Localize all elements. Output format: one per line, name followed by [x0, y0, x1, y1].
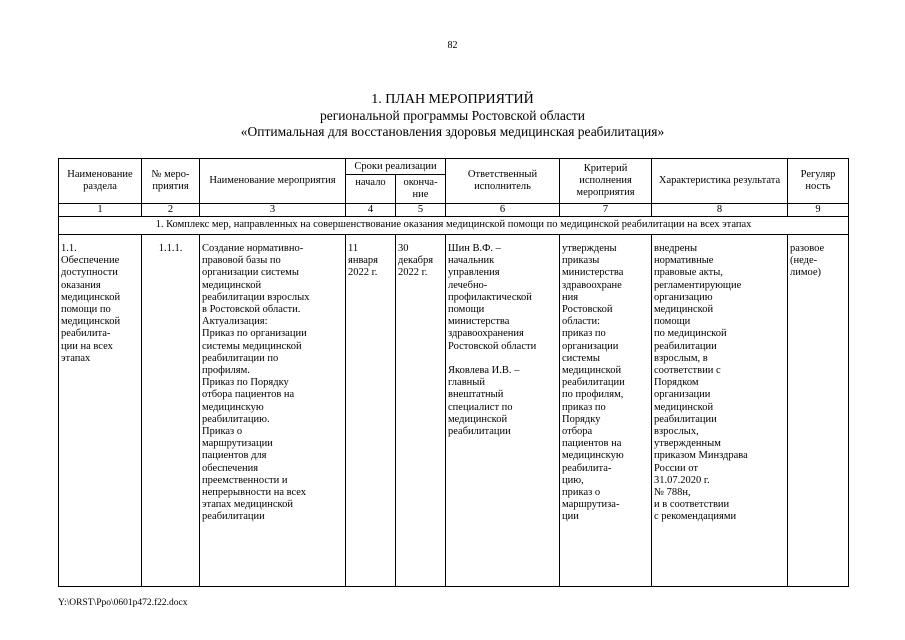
cell-line: реабилита- [61, 328, 111, 340]
cell-line: министерства [448, 316, 510, 328]
cell-responsible [446, 242, 560, 587]
cell-line: медицинской [61, 291, 121, 303]
cell-line: профилактической [448, 291, 532, 303]
header-measure-no: № меро-приятия [142, 159, 200, 204]
cell-line: (неде- [790, 255, 818, 267]
cell-line: утверждены [562, 243, 617, 255]
cell-line: отбора [562, 426, 593, 438]
table-row [59, 242, 849, 587]
cell-line: внештатный [448, 389, 504, 401]
cell-line: медицинскую [202, 401, 264, 413]
cell-line: приказ по [562, 328, 606, 340]
cell-line: системы медицинской [202, 340, 302, 352]
cell-line: здравоохране [562, 279, 622, 291]
cell-line: утвержденным [654, 438, 721, 450]
cell-line: лимое) [790, 267, 822, 279]
cell-line: преемственности и [202, 474, 288, 486]
cell-line: главный [448, 377, 485, 389]
cell-line: нормативные [654, 255, 714, 267]
column-number: 1 [59, 203, 142, 216]
cell-line: 1.1. [61, 243, 77, 255]
cell-line: медицинской [654, 401, 714, 413]
cell-line: оказания [61, 279, 101, 291]
cell-line: помощи по [61, 304, 111, 316]
cell-line: здравоохранения [448, 328, 524, 340]
cell-line: приказы [562, 255, 600, 267]
cell-line: Порядком [654, 377, 699, 389]
cell-line: области: [562, 316, 601, 328]
cell-line: Актуализация: [202, 316, 268, 328]
column-number: 5 [396, 203, 446, 216]
cell-line: организации [562, 340, 619, 352]
cell-line: системы [562, 352, 600, 364]
title-line-1: 1. ПЛАН МЕРОПРИЯТИЙ [371, 92, 534, 107]
cell-line: внедрены [654, 243, 698, 255]
cell-line: лечебно- [448, 279, 488, 291]
page-number: 82 [447, 40, 458, 51]
cell-line: 30 [398, 243, 409, 255]
cell-line: и в соответствии [654, 499, 730, 511]
cell-line: непрерывности на всех [202, 487, 307, 499]
cell-line: регламентирующие [654, 279, 742, 291]
cell-line: медицинскую [562, 450, 624, 462]
cell-line: реабилитации взрослых [202, 291, 310, 303]
cell-line: реабилитации [448, 426, 511, 438]
cell-line: управления [448, 267, 500, 279]
cell-line: приказ по [562, 401, 606, 413]
cell-line: профилям. [202, 365, 250, 377]
cell-line: министерства [562, 267, 624, 279]
cell-line: Приказ по организации [202, 328, 307, 340]
header-section-name: Наименование раздела [59, 159, 142, 204]
cell-line: января [348, 255, 379, 267]
cell-section [59, 242, 142, 587]
cell-line: взрослых, [654, 426, 699, 438]
cell-line: отбора пациентов на [202, 389, 295, 401]
cell-line: № 788н, [654, 487, 691, 499]
cell-result [652, 242, 788, 587]
cell-line: этапах медицинской [202, 499, 293, 511]
column-number: 3 [200, 203, 346, 216]
cell-line: России от [654, 462, 698, 474]
cell-line: соответствии с [654, 365, 721, 377]
cell-line: Приказ по Порядку [202, 377, 289, 389]
cell-line: медицинской [61, 316, 121, 328]
cell-line: медицинской [654, 304, 714, 316]
header-end: оконча-ние [396, 175, 446, 203]
plan-table [58, 158, 849, 587]
cell-regularity [788, 242, 849, 587]
column-number: 4 [346, 203, 396, 216]
header-regularity: Регуляр ность [788, 159, 849, 204]
cell-line: реабилитации [654, 413, 717, 425]
header-criterion: Критерий исполнения мероприятия [560, 159, 652, 204]
header-measure-name: Наименование мероприятия [200, 159, 346, 204]
cell-line: Шин В.Ф. – [448, 243, 501, 255]
cell-line: приказом Минздрава [654, 450, 748, 462]
cell-measure-no: 1.1.1. [142, 242, 200, 587]
cell-measure-name [200, 242, 346, 587]
cell-criterion [560, 242, 652, 587]
cell-line: реабилитации [562, 377, 625, 389]
header-result: Характеристика результата [652, 159, 788, 204]
cell-line: цию, [562, 474, 584, 486]
cell-line: пациентов на [562, 438, 622, 450]
cell-line: организации [654, 389, 711, 401]
cell-line: пациентов для [202, 450, 267, 462]
cell-line: организацию [654, 291, 713, 303]
cell-line: обеспечения [202, 462, 259, 474]
cell-line: Ростовской [562, 304, 613, 316]
file-path: Y:\ORST\Ppo\0601p472.f22.docx [58, 598, 188, 608]
cell-line: с рекомендациями [654, 511, 737, 523]
cell-line: Порядку [562, 413, 601, 425]
cell-line: декабря [398, 255, 434, 267]
cell-line [448, 353, 557, 365]
cell-line: этапах [61, 352, 91, 364]
header-start: начало [346, 175, 396, 203]
cell-line: реабилитации [202, 511, 265, 523]
document-title [0, 92, 905, 140]
cell-line: реабилитацию. [202, 413, 270, 425]
header-deadlines: Сроки реализации [346, 159, 446, 175]
cell-start [346, 242, 396, 587]
cell-line: медицинской [448, 413, 508, 425]
cell-line: 2022 г. [398, 267, 428, 279]
cell-line: реабилита- [562, 462, 612, 474]
title-line-3: «Оптимальная для восстановления здоровья медицинская реабилитация» [240, 124, 665, 139]
column-numbers-row [59, 203, 849, 216]
cell-line: реабилитации [654, 340, 717, 352]
cell-line: организации системы [202, 267, 299, 279]
cell-line: Ростовской области [448, 340, 537, 352]
cell-line: специалист по [448, 401, 513, 413]
cell-line: взрослым, в [654, 352, 708, 364]
column-number: 2 [142, 203, 200, 216]
cell-line: помощи [654, 316, 691, 328]
cell-line: 11 [348, 243, 359, 255]
title-line-2: региональной программы Ростовской области [320, 108, 585, 123]
header-responsible: Ответственный исполнитель [446, 159, 560, 204]
cell-line: ции на всех [61, 340, 113, 352]
cell-line: разовое [790, 243, 825, 255]
cell-line: правовой базы по [202, 255, 281, 267]
cell-end [396, 242, 446, 587]
cell-line: медицинской [562, 365, 622, 377]
cell-line: помощи [448, 304, 485, 316]
cell-line: приказ о [562, 487, 601, 499]
cell-line: правовые акты, [654, 267, 723, 279]
column-number: 6 [446, 203, 560, 216]
column-number: 7 [560, 203, 652, 216]
cell-line: Приказ о [202, 426, 243, 438]
cell-line: 2022 г. [348, 267, 378, 279]
cell-line: Обеспечение [61, 255, 120, 267]
column-number: 8 [652, 203, 788, 216]
cell-line: реабилитации по [202, 352, 279, 364]
cell-line: по медицинской [654, 328, 727, 340]
column-number: 9 [788, 203, 849, 216]
cell-line: Яковлева И.В. – [448, 365, 520, 377]
cell-line: ния [562, 291, 579, 303]
cell-line: Создание нормативно- [202, 243, 304, 255]
cell-line: доступности [61, 267, 118, 279]
cell-line: маршрутизации [202, 438, 273, 450]
cell-line: медицинской [202, 279, 262, 291]
cell-line: начальник [448, 255, 495, 267]
cell-line: по профилям, [562, 389, 624, 401]
section-row: 1. Комплекс мер, направленных на совершенствование оказания медицинской помощи по медицинской реабилитации на всех этапах [59, 216, 849, 234]
cell-line: в Ростовской области. [202, 304, 301, 316]
cell-line: ции [562, 511, 579, 523]
cell-line: 31.07.2020 г. [654, 474, 710, 486]
cell-line: маршрутиза- [562, 499, 620, 511]
